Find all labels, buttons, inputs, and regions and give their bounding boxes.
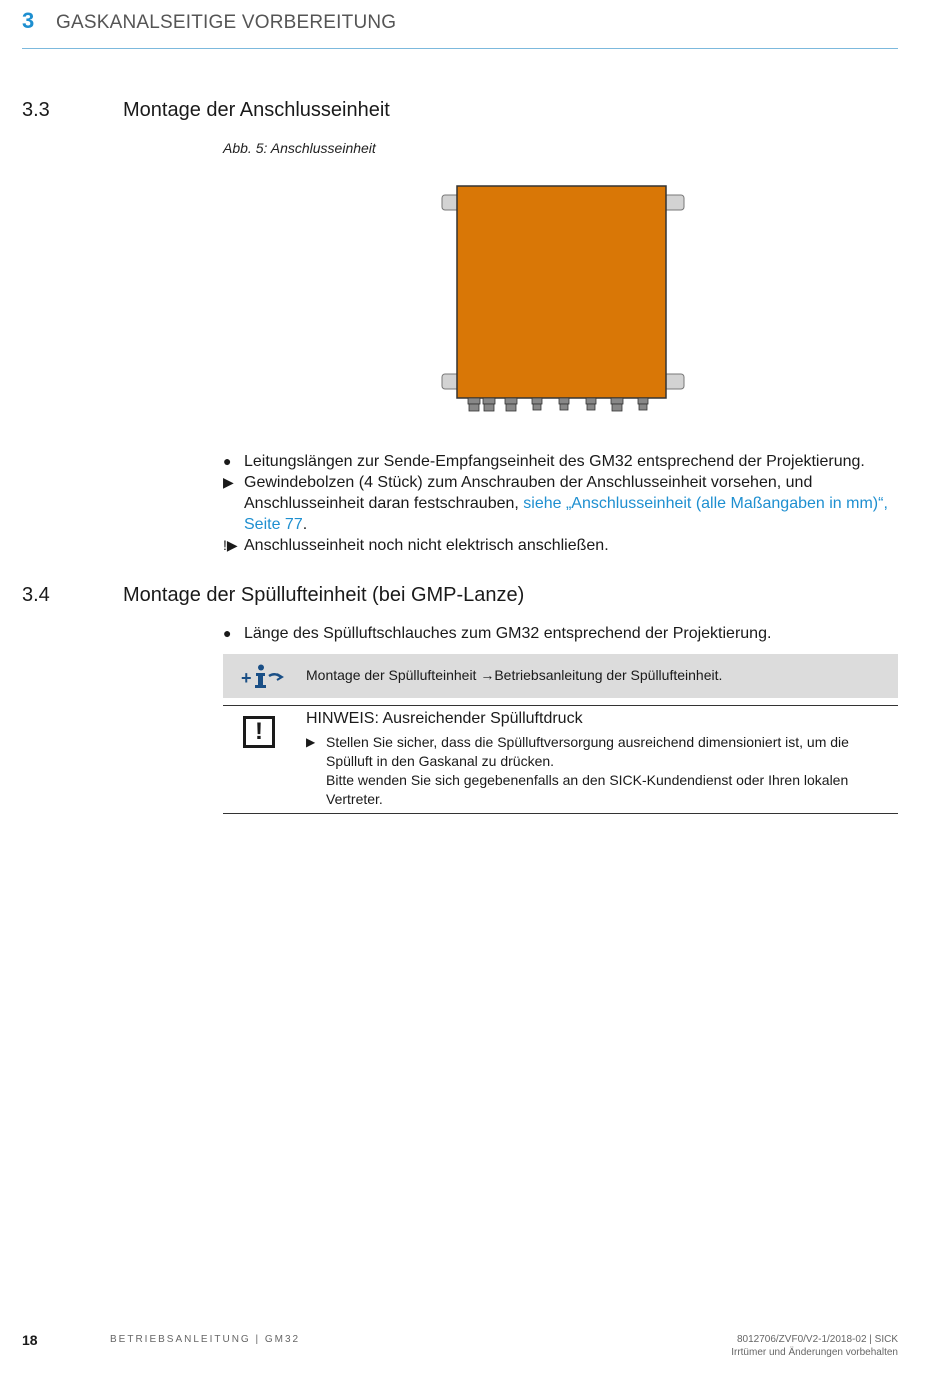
- notice-step-text: Stellen Sie sicher, dass die Spülluftversorgung ausreichend dimensioniert ist, um die Spülluft in den Gaskanal zu drücken.: [326, 734, 849, 769]
- info-reference-icon: [241, 664, 285, 695]
- section-3-4-list: [223, 623, 898, 644]
- footer-disclaimer: Irrtümer und Änderungen vorbehalten: [731, 1347, 898, 1358]
- bullet-marker: ●: [223, 625, 232, 641]
- footer-doc-title: BETRIEBSANLEITUNG | GM32: [110, 1334, 301, 1345]
- list-item: [223, 535, 898, 556]
- list-item-text: Länge des Spülluftschlauches zum GM32 entsprechend der Projektierung.: [244, 625, 772, 642]
- bullet-marker: ●: [223, 453, 232, 469]
- cross-reference-link[interactable]: siehe „Anschlusseinheit (alle Maßangaben in mm)“, Seite 77: [244, 495, 888, 533]
- list-item: [223, 451, 898, 472]
- info-box: [223, 654, 898, 698]
- chapter-title: GASKANALSEITIGE VORBEREITUNG: [56, 12, 397, 33]
- figure-caption: Abb. 5: Anschlusseinheit: [223, 140, 376, 156]
- section-number-3-3: 3.3: [22, 99, 50, 121]
- list-item-text-end: .: [302, 516, 308, 533]
- notice-body: [306, 733, 896, 809]
- step-marker: ▶: [306, 735, 316, 749]
- header-divider: [22, 48, 898, 49]
- section-3-3-list: [223, 451, 898, 556]
- section-title-3-3: Montage der Anschlusseinheit: [123, 99, 390, 121]
- page-number: 18: [22, 1332, 38, 1348]
- info-text: Montage der Spüllufteinheit →Betriebsanleitung der Spüllufteinheit.: [306, 667, 723, 683]
- notice-bottom-rule: [223, 813, 898, 814]
- list-item-text: Leitungslängen zur Sende-Empfangseinheit des GM32 entsprechend der Projektierung.: [244, 453, 865, 470]
- notice-step: [306, 733, 896, 771]
- footer-doc-code: 8012706/ZVF0/V2-1/2018-02 | SICK: [736, 1334, 898, 1345]
- section-number-3-4: 3.4: [22, 584, 50, 606]
- notice-extra-text: Bitte wenden Sie sich gegebenenfalls an den SICK-Kundendienst oder Ihren lokalen Vertreter.: [326, 772, 849, 807]
- connection-unit-illustration: [440, 183, 686, 420]
- notice-top-rule: [223, 705, 898, 706]
- list-item: [223, 472, 898, 535]
- notice-title: HINWEIS: Ausreichender Spülluftdruck: [306, 710, 583, 727]
- step-marker: ▶: [223, 474, 234, 490]
- notice-extra: [306, 771, 896, 809]
- chapter-number: 3: [22, 8, 35, 33]
- section-title-3-4: Montage der Spüllufteinheit (bei GMP-Lanze): [123, 584, 525, 606]
- list-item: [223, 623, 898, 644]
- list-item-text: Gewindebolzen (4 Stück) zum Anschrauben der Anschlusseinheit vorsehen, und Anschlusseinheit daran festschrauben,: [244, 474, 813, 512]
- exclamation-box-icon: !: [243, 716, 275, 748]
- svg-text:+: +: [241, 668, 252, 688]
- list-item-text: Anschlusseinheit noch nicht elektrisch anschließen.: [244, 537, 609, 554]
- warning-step-marker: !▶: [223, 537, 238, 553]
